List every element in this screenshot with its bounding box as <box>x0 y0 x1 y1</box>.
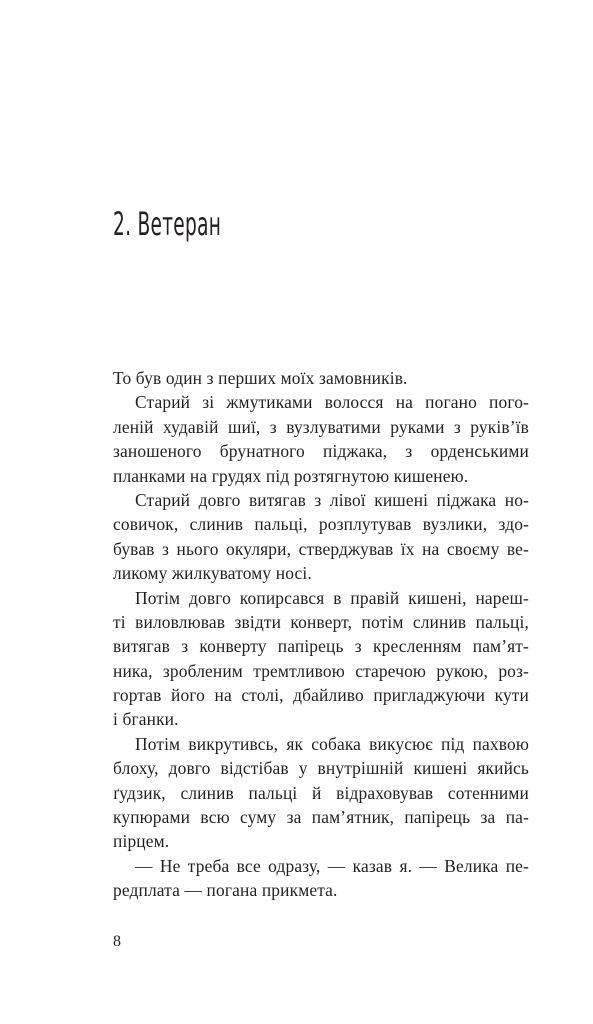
paragraph <box>113 390 529 488</box>
text-line: — Не треба все одразу, — казав я. — Велика пе- <box>135 855 529 876</box>
chapter-title: 2. Ветеран <box>113 205 222 243</box>
text-line: Старий зі жмутиками волосся на погано пого- <box>135 392 529 413</box>
text-line: блоху, довго відстібав у внутрішній кишені якийсь <box>113 758 529 779</box>
text-line: і бганки. <box>113 709 179 730</box>
paragraph <box>113 366 529 390</box>
text-line: ті виловлював звідти конверт, потім слинив пальці, <box>113 611 529 632</box>
chapter-body-text <box>113 366 529 903</box>
page-number: 8 <box>113 933 121 950</box>
paragraph <box>113 732 529 854</box>
paragraph <box>113 488 529 586</box>
text-line: леній худавій шиї, з вузлуватими руками з руків’їв <box>113 416 529 437</box>
text-line: планками на грудях під розтягнутою кишенею. <box>113 465 469 486</box>
text-line: Потім викрутивсь, як собака викусює під пахвою <box>135 733 529 754</box>
text-line: То був один з перших моїх замовників. <box>113 368 408 388</box>
text-line: купюрами всю суму за пам’ятник, папірець за па- <box>113 807 529 828</box>
text-line: витягав з конверту папірець з кресленням пам’ят- <box>113 636 529 657</box>
paragraph <box>113 586 529 732</box>
text-line: бував з нього окуляри, стверджував їх на своєму ве- <box>113 538 529 559</box>
text-line: заношеного брунатного піджака, з орденськими <box>113 441 529 462</box>
paragraph <box>113 854 529 903</box>
text-line: ника, зробленим тремтливою старечою рукою, роз- <box>113 660 529 681</box>
text-line: Потім довго копирсався в правій кишені, нареш- <box>135 587 529 608</box>
text-line: гортав його на столі, дбайливо пригладжуючи кути <box>113 685 529 706</box>
text-line: ликому жилкуватому носі. <box>113 563 312 584</box>
text-line: Старий довго витягав з лівої кишені піджака но- <box>135 489 529 510</box>
text-line: редплата — погана прикмета. <box>113 880 338 901</box>
text-line: ґудзик, слинив пальці й відраховував сотенними <box>113 782 529 803</box>
text-line: совичок, слинив пальці, розплутував вузлики, здо- <box>113 514 529 535</box>
text-line: пірцем. <box>113 831 170 852</box>
